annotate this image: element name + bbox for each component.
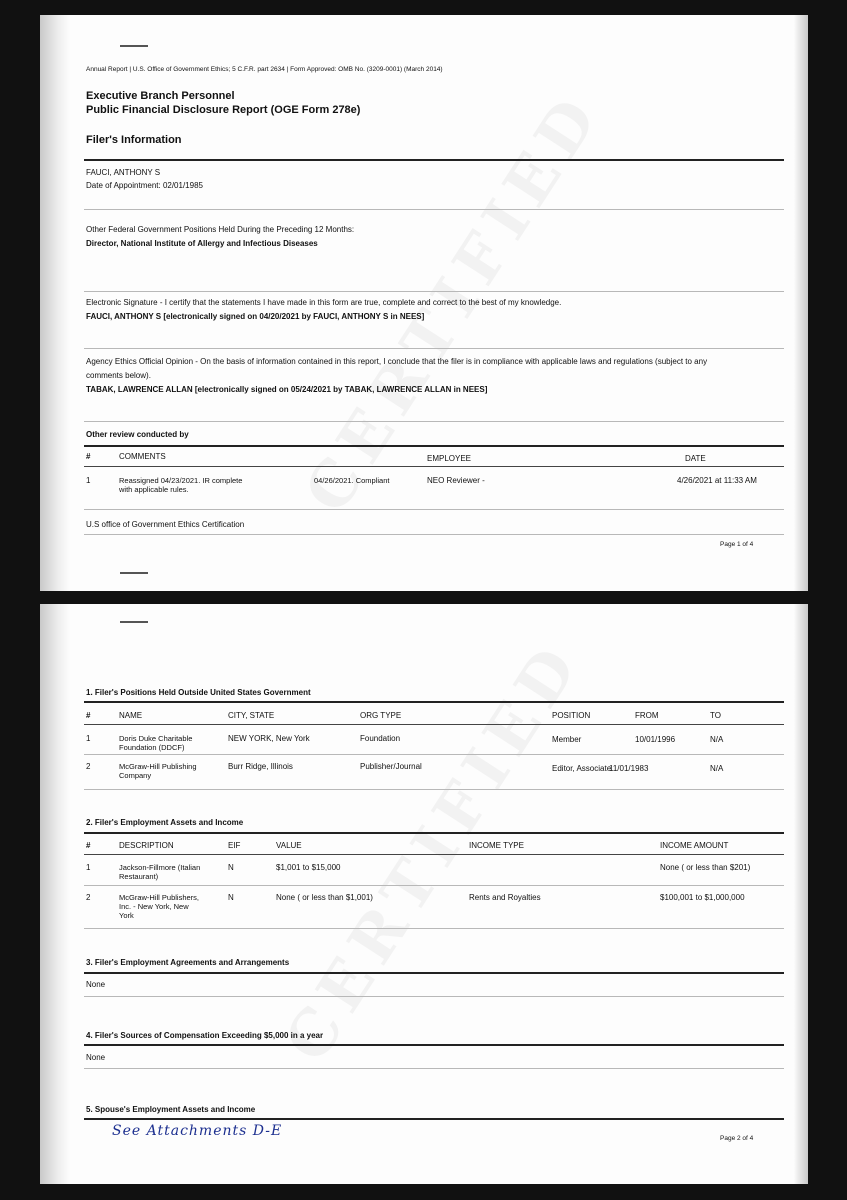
- row-description-line-2: Restaurant): [119, 872, 159, 881]
- row-from: 10/01/1996: [635, 735, 676, 744]
- row-comment-line-2: with applicable rules.: [119, 485, 189, 494]
- divider: [84, 1068, 784, 1069]
- row-org-type: Foundation: [360, 734, 401, 743]
- divider: [84, 209, 784, 210]
- page-edge-shadow: [794, 604, 808, 1184]
- row-employee: NEO Reviewer -: [427, 476, 485, 485]
- col-position: POSITION: [552, 711, 591, 720]
- other-review-heading: Other review conducted by: [86, 430, 189, 439]
- col-num: #: [86, 841, 91, 850]
- col-value: VALUE: [276, 841, 302, 850]
- section-3-value: None: [86, 980, 106, 989]
- row-date: 4/26/2021 at 11:33 AM: [677, 476, 757, 485]
- row-num: 1: [86, 734, 91, 743]
- divider: [84, 421, 784, 422]
- scan-mark: [120, 45, 148, 47]
- table-header-rule: [84, 466, 784, 467]
- row-name-line-1: McGraw-Hill Publishing: [119, 762, 197, 771]
- section-rule: [84, 1118, 784, 1120]
- row-org-type: Publisher/Journal: [360, 762, 422, 771]
- report-title-line-1: Executive Branch Personnel: [86, 90, 235, 102]
- divider: [84, 509, 784, 510]
- row-description-line-3: York: [119, 911, 134, 920]
- col-name: NAME: [119, 711, 143, 720]
- certification-label: U.S office of Government Ethics Certification: [86, 520, 245, 529]
- row-value: None ( or less than $1,001): [276, 893, 373, 902]
- col-org-type: ORG TYPE: [360, 711, 402, 720]
- row-num: 2: [86, 762, 91, 771]
- col-to: TO: [710, 711, 721, 720]
- divider: [84, 291, 784, 292]
- handwritten-note: See Attachments D-E: [112, 1123, 283, 1139]
- section-4-value: None: [86, 1053, 106, 1062]
- col-income-amount: INCOME AMOUNT: [660, 841, 729, 850]
- row-from: 11/01/1983: [609, 764, 649, 773]
- col-employee: EMPLOYEE: [427, 454, 472, 463]
- row-to: N/A: [710, 735, 724, 744]
- ethics-opinion-label-line-2: comments below).: [86, 371, 151, 380]
- page-number: Page 2 of 4: [720, 1135, 754, 1142]
- form-header-line: Annual Report | U.S. Office of Government Ethics; 5 C.F.R. part 2634 | Form Approved: OMB No. (3209-0001) (March 2014): [86, 66, 443, 73]
- divider: [84, 928, 784, 929]
- electronic-signature-value: FAUCI, ANTHONY S [electronically signed on 04/20/2021 by FAUCI, ANTHONY S in NEES]: [86, 312, 425, 321]
- ethics-opinion-label-line-1: Agency Ethics Official Opinion - On the basis of information contained in this report, I conclude that the filer is in compliance with applicable laws and regulations (subject to any: [86, 357, 708, 366]
- other-positions-value: Director, National Institute of Allergy and Infectious Diseases: [86, 239, 318, 248]
- col-income-type: INCOME TYPE: [469, 841, 524, 850]
- section-rule: [84, 1044, 784, 1046]
- row-name-line-1: Doris Duke Charitable: [119, 734, 193, 743]
- row-position: Member: [552, 735, 582, 744]
- row-income-type: Rents and Royalties: [469, 893, 541, 902]
- other-positions-label: Other Federal Government Positions Held During the Preceding 12 Months:: [86, 225, 355, 234]
- row-eif: N: [228, 863, 234, 872]
- page-number: Page 1 of 4: [720, 541, 754, 548]
- col-num: #: [86, 452, 91, 461]
- col-description: DESCRIPTION: [119, 841, 174, 850]
- section-4-heading: 4. Filer's Sources of Compensation Exceeding $5,000 in a year: [86, 1031, 324, 1040]
- divider: [84, 754, 784, 755]
- page-edge-shadow: [794, 15, 808, 591]
- section-2-heading: 2. Filer's Employment Assets and Income: [86, 818, 244, 827]
- row-comment-extra: 04/26/2021. Compliant: [314, 476, 390, 485]
- table-header-rule: [84, 724, 784, 725]
- table-header-rule: [84, 854, 784, 855]
- row-income-amount: None ( or less than $201): [660, 863, 751, 872]
- row-to: N/A: [710, 764, 724, 773]
- section-rule: [84, 972, 784, 974]
- report-title-line-2: Public Financial Disclosure Report (OGE Form 278e): [86, 104, 361, 116]
- page-1: [40, 15, 808, 591]
- row-description-line-1: McGraw-Hill Publishers,: [119, 893, 200, 902]
- row-value: $1,001 to $15,000: [276, 863, 341, 872]
- scan-mark: [120, 572, 148, 574]
- row-comment-line-1: Reassigned 04/23/2021. IR complete: [119, 476, 243, 485]
- row-description-line-1: Jackson-Fillmore (Italian: [119, 863, 201, 872]
- divider: [84, 789, 784, 790]
- section-1-heading: 1. Filer's Positions Held Outside United States Government: [86, 688, 311, 697]
- divider: [84, 996, 784, 997]
- page-edge-shadow: [40, 604, 70, 1184]
- filers-information-heading: Filer's Information: [86, 134, 182, 146]
- table-top-rule: [84, 701, 784, 703]
- row-name-line-2: Company: [119, 771, 152, 780]
- table-top-rule: [84, 832, 784, 834]
- row-name-line-2: Foundation (DDCF): [119, 743, 185, 752]
- row-city-state: NEW YORK, New York: [228, 734, 310, 743]
- col-eif: EIF: [228, 841, 241, 850]
- scan-mark: [120, 621, 148, 623]
- divider: [84, 885, 784, 886]
- divider: [84, 348, 784, 349]
- ethics-opinion-value: TABAK, LAWRENCE ALLAN [electronically signed on 05/24/2021 by TABAK, LAWRENCE ALLAN in NEES]: [86, 385, 488, 394]
- col-from: FROM: [635, 711, 659, 720]
- divider: [84, 534, 784, 535]
- row-description-line-2: Inc. - New York, New: [119, 902, 189, 911]
- page-edge-shadow: [40, 15, 70, 591]
- filer-name: FAUCI, ANTHONY S: [86, 168, 161, 177]
- row-num: 1: [86, 476, 91, 485]
- table-top-rule: [84, 445, 784, 447]
- col-num: #: [86, 711, 91, 720]
- certified-watermark: [270, 627, 596, 1075]
- page-2: [40, 604, 808, 1184]
- row-num: 2: [86, 893, 91, 902]
- row-income-amount: $100,001 to $1,000,000: [660, 893, 745, 902]
- row-eif: N: [228, 893, 234, 902]
- col-comments: COMMENTS: [119, 452, 166, 461]
- section-5-heading: 5. Spouse's Employment Assets and Income: [86, 1105, 256, 1114]
- section-3-heading: 3. Filer's Employment Agreements and Arrangements: [86, 958, 290, 967]
- row-position: Editor, Associate: [552, 764, 612, 773]
- col-date: DATE: [685, 454, 706, 463]
- row-num: 1: [86, 863, 91, 872]
- electronic-signature-label: Electronic Signature - I certify that the statements I have made in this form are true, complete and correct to the best of my knowledge.: [86, 298, 562, 307]
- row-city-state: Burr Ridge, Illinois: [228, 762, 293, 771]
- col-city-state: CITY, STATE: [228, 711, 275, 720]
- date-of-appointment: Date of Appointment: 02/01/1985: [86, 181, 203, 190]
- section-rule: [84, 159, 784, 161]
